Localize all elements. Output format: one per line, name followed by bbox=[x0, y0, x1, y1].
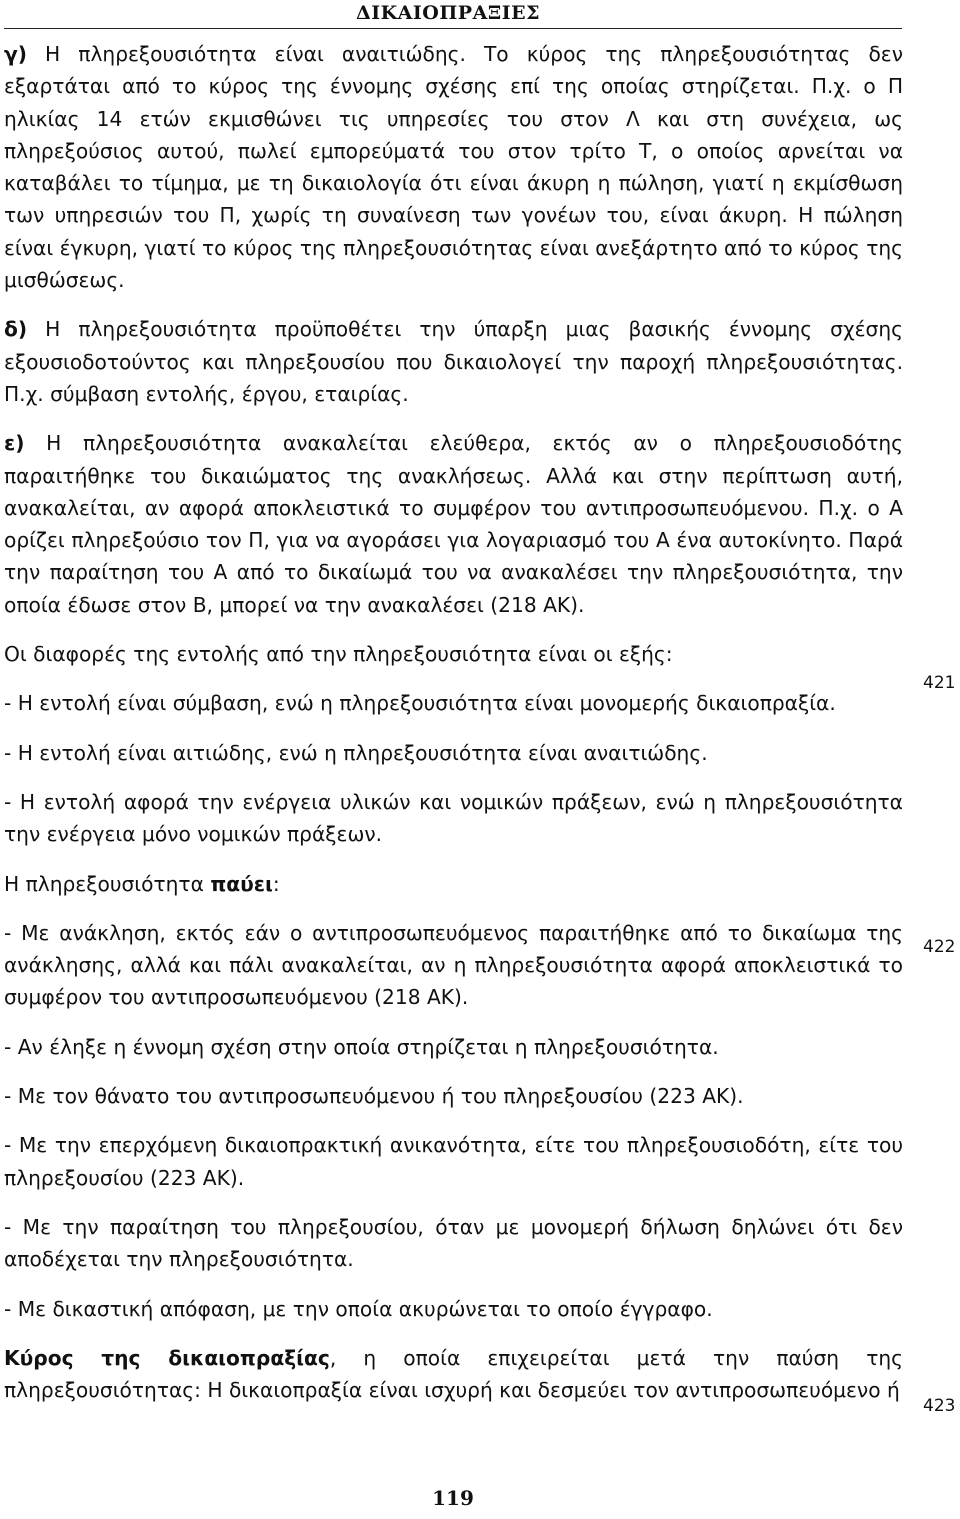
list-item bbox=[4, 917, 903, 1014]
emphasis-term: παύει bbox=[210, 871, 273, 896]
paragraph-text: Η πληρεξουσιότητα bbox=[4, 871, 211, 896]
margin-number: 423 bbox=[923, 1396, 956, 1416]
paragraph-delta bbox=[4, 313, 903, 410]
body-text bbox=[4, 38, 903, 1423]
list-item bbox=[4, 1129, 903, 1194]
paragraph-label: ε) bbox=[4, 431, 25, 456]
paragraph-epsilon bbox=[4, 427, 903, 621]
running-header-title: ΔΙΚΑΙΟΠΡΑΞΙΕΣ bbox=[356, 2, 540, 24]
page-number: 119 bbox=[432, 1486, 474, 1510]
paragraph-text: - Η εντολή είναι σύμβαση, ενώ η πληρεξουσιότητα είναι μονομερής δικαιοπραξία. bbox=[4, 691, 836, 716]
paragraph-label: Κύρος της δικαιοπραξίας bbox=[4, 1345, 330, 1370]
list-item bbox=[4, 786, 903, 851]
paragraph-gamma bbox=[4, 38, 903, 296]
paragraph-text: Η πληρεξουσιότητα προϋποθέτει την ύπαρξη μιας βασικής έννομης σχέσης εξουσιοδοτούντος και πληρεξουσίου που δικαιολογεί την παροχή πληρεξουσιότητας. Π.χ. σύμβαση εντολής, έργου, εταιρίας. bbox=[4, 317, 903, 406]
list-item bbox=[4, 1293, 903, 1325]
paragraph-text: - Με τον θάνατο του αντιπροσωπευόμενου ή του πληρεξουσίου (223 ΑΚ). bbox=[4, 1084, 744, 1109]
paragraph-text: Οι διαφορές της εντολής από την πληρεξουσιότητα είναι οι εξής: bbox=[4, 642, 673, 667]
list-item bbox=[4, 1211, 903, 1276]
paragraph-text: , η οποία επιχειρείται μετά την παύση της πληρεξουσιότητας: Η δικαιοπραξία είναι ισχυρή και δεσμεύει τον αντιπροσωπευόμενο ή bbox=[4, 1345, 903, 1403]
paragraph-text: - Με ανάκληση, εκτός εάν ο αντιπροσωπευόμενος παραιτήθηκε από το δικαίωμα της ανάκλησης, αλλά και πάλι ανακαλείται, αν η πληρεξουσιότητα αφορά αποκλειστικά το συμφέρον του αντιπροσωπευόμενου (218 ΑΚ). bbox=[4, 920, 903, 1010]
list-item bbox=[4, 1080, 903, 1112]
validity-paragraph bbox=[4, 1342, 903, 1407]
paragraph-text: - Η εντολή είναι αιτιώδης, ενώ η πληρεξουσιότητα είναι αναιτιώδης. bbox=[4, 740, 708, 765]
page-header bbox=[0, 0, 960, 32]
margin-number: 422 bbox=[923, 937, 956, 957]
differences-intro bbox=[4, 638, 903, 670]
list-item bbox=[4, 687, 903, 719]
paragraph-label: δ) bbox=[4, 317, 28, 342]
paragraph-text: - Με την επερχόμενη δικαιοπρακτική ανικανότητα, είτε του πληρεξουσιοδότη, είτε του πληρεξουσίου (223 ΑΚ). bbox=[4, 1133, 903, 1190]
list-item bbox=[4, 737, 903, 769]
paragraph-label: γ) bbox=[4, 42, 27, 66]
paragraph-text: - Με δικαστική απόφαση, με την οποία ακυρώνεται το οποίο έγγραφο. bbox=[4, 1296, 713, 1321]
header-divider bbox=[4, 28, 902, 29]
paragraph-text: - Με την παραίτηση του πληρεξουσίου, όταν με μονομερή δήλωση δηλώνει ότι δεν αποδέχεται την πληρεξουσιότητα. bbox=[4, 1214, 903, 1272]
paragraph-text: - Η εντολή αφορά την ενέργεια υλικών και νομικών πράξεων, ενώ η πληρεξουσιότητα την ενέργεια μόνο νομικών πράξεων. bbox=[4, 789, 903, 847]
margin-number: 421 bbox=[923, 673, 956, 693]
termination-intro bbox=[4, 868, 903, 900]
paragraph-text: Η πληρεξουσιότητα ανακαλείται ελεύθερα, εκτός αν ο πληρεξουσιοδότης παραιτήθηκε του δικαιώματος της ανακλήσεως. Αλλά και στην περίπτωση αυτή, ανακαλείται, αν αφορά αποκλειστικά το συμφέρον του αντιπροσωπευόμενου. Π.χ. ο Α ορίζει πληρεξούσιο τον Π, για να αγοράσει για λογαριασμό του Α ένα αυτοκίνητο. Παρά την παραίτηση του Α από το δικαίωμά του να ανακαλέσει την πληρεξουσιότητα, την οποία έδωσε στον Β, μπορεί να την ανακαλέσει (218 ΑΚ). bbox=[4, 431, 903, 617]
paragraph-text: - Αν έληξε η έννομη σχέση στην οποία στηρίζεται η πληρεξουσιότητα. bbox=[4, 1034, 719, 1059]
paragraph-tail: : bbox=[272, 871, 280, 896]
paragraph-text: Η πληρεξουσιότητα είναι αναιτιώδης. Το κύρος της πληρεξουσιότητας δεν εξαρτάται από το κύρος της έννομης σχέσης επί της οποίας στηρίζεται. Π.χ. ο Π ηλικίας 14 ετών εκμισθώνει τις υπηρεσίες του στον Λ και στη συνέχεια, ως πληρεξούσιος αυτού, πωλεί εμπορεύματά του στον τρίτο Τ, ο οποίος αρνείται να καταβάλει το τίμημα, με τη δικαιολογία ότι είναι άκυρη η πώληση, γιατί η εκμίσθωση των υπηρεσιών του Π, χωρίς τη συναίνεση των γονέων του, είναι άκυρη. Η πώληση είναι έγκυρη, γιατί το κύρος της πληρεξουσιότητας είναι ανεξάρτητο από το κύρος της μισθώσεως. bbox=[4, 42, 903, 293]
list-item bbox=[4, 1031, 903, 1063]
